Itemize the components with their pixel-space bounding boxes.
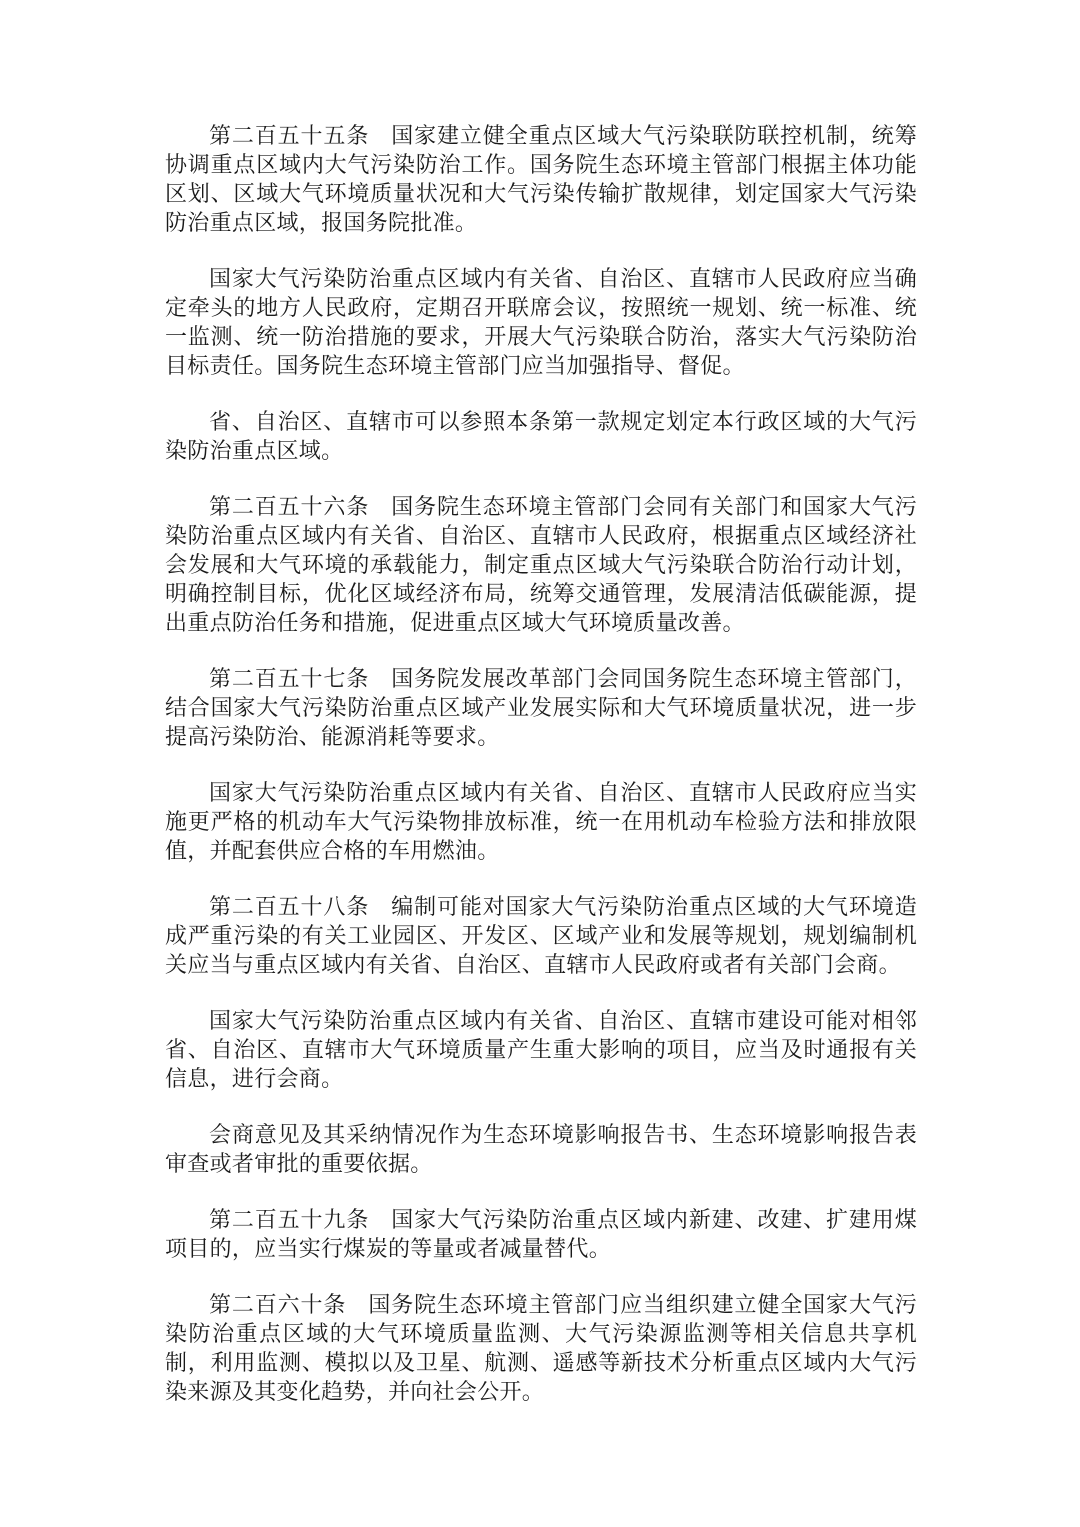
document-page <box>165 122 917 1434</box>
paragraph-text: 会商意见及其采纳情况作为生态环境影响报告书、生态环境影响报告表审查或者审批的重要依据。 <box>165 1123 917 1177</box>
paragraph-text: 省、自治区、直辖市可以参照本条第一款规定划定本行政区域的大气污染防治重点区域。 <box>165 410 917 464</box>
paragraph-text: 国务院生态环境主管部门应当组织建立健全国家大气污染防治重点区域的大气环境质量监测、大气污染源监测等相关信息共享机制，利用监测、模拟以及卫星、航测、遥感等新技术分析重点区域内大气污染来源及其变化趋势，并向社会公开。 <box>165 1293 918 1405</box>
paragraph <box>165 408 917 466</box>
article-number: 第二百五十五条 <box>209 124 370 149</box>
article-number: 第二百五十七条 <box>209 667 370 692</box>
article-number: 第二百五十九条 <box>209 1208 370 1233</box>
paragraph-text: 编制可能对国家大气污染防治重点区域的大气环境造成严重污染的有关工业园区、开发区、区域产业和发展等规划，规划编制机关应当与重点区域内有关省、自治区、直辖市人民政府或者有关部门会商。 <box>165 895 917 978</box>
paragraph-text: 国家大气污染防治重点区域内有关省、自治区、直辖市建设可能对相邻省、自治区、直辖市大气环境质量产生重大影响的项目，应当及时通报有关信息，进行会商。 <box>165 1009 917 1092</box>
paragraph <box>165 122 917 238</box>
paragraph-text: 国务院发展改革部门会同国务院生态环境主管部门，结合国家大气污染防治重点区域产业发展实际和大气环境质量状况，进一步提高污染防治、能源消耗等要求。 <box>165 667 917 750</box>
paragraph <box>165 779 917 866</box>
paragraph <box>165 1121 917 1179</box>
article-number: 第二百六十条 <box>209 1293 347 1318</box>
paragraph-text: 国家大气污染防治重点区域内有关省、自治区、直辖市人民政府应当确定牵头的地方人民政府，定期召开联席会议，按照统一规划、统一标准、统一监测、统一防治措施的要求，开展大气污染联合防治，落实大气污染防治目标责任。国务院生态环境主管部门应当加强指导、督促。 <box>165 267 917 379</box>
paragraph <box>165 893 917 980</box>
paragraph <box>165 665 917 752</box>
paragraph-text: 国家建立健全重点区域大气污染联防联控机制，统筹协调重点区域内大气污染防治工作。国务院生态环境主管部门根据主体功能区划、区域大气环境质量状况和大气污染传输扩散规律，划定国家大气污染防治重点区域，报国务院批准。 <box>165 124 917 236</box>
paragraph <box>165 493 917 638</box>
paragraph-text: 国务院生态环境主管部门会同有关部门和国家大气污染防治重点区域内有关省、自治区、直辖市人民政府，根据重点区域经济社会发展和大气环境的承载能力，制定重点区域大气污染联合防治行动计划，明确控制目标，优化区域经济布局，统筹交通管理，发展清洁低碳能源，提出重点防治任务和措施，促进重点区域大气环境质量改善。 <box>165 495 917 636</box>
article-number: 第二百五十八条 <box>209 895 370 920</box>
paragraph <box>165 1291 917 1407</box>
paragraph-text: 国家大气污染防治重点区域内新建、改建、扩建用煤项目的，应当实行煤炭的等量或者减量替代。 <box>165 1208 917 1262</box>
paragraph-text: 国家大气污染防治重点区域内有关省、自治区、直辖市人民政府应当实施更严格的机动车大气污染物排放标准，统一在用机动车检验方法和排放限值，并配套供应合格的车用燃油。 <box>165 781 917 864</box>
paragraph <box>165 1206 917 1264</box>
paragraph <box>165 1007 917 1094</box>
paragraph <box>165 265 917 381</box>
article-number: 第二百五十六条 <box>209 495 370 520</box>
